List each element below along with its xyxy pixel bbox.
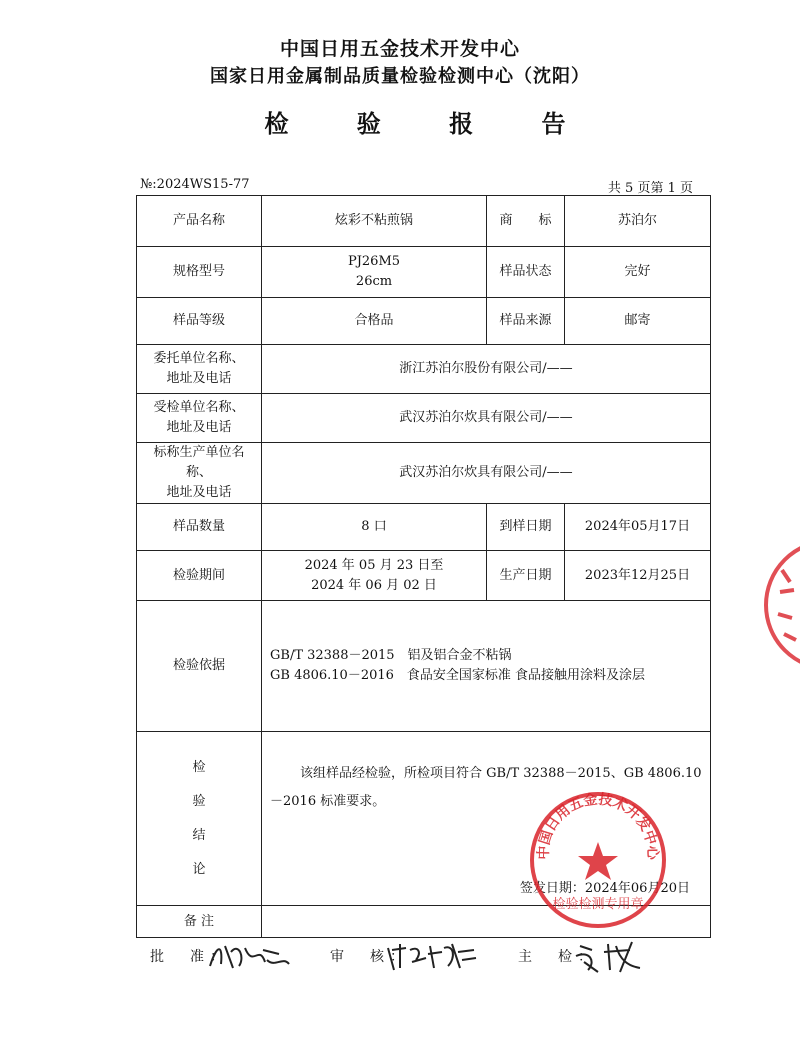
conclusion-label-char-4: 论 bbox=[192, 861, 206, 877]
manufacturer-value: 武汉苏泊尔炊具有限公司/—— bbox=[262, 443, 711, 504]
brand-value: 苏泊尔 bbox=[565, 196, 711, 247]
signature-row bbox=[150, 938, 710, 978]
production-label: 生产日期 bbox=[487, 551, 565, 601]
table-row-period bbox=[137, 551, 711, 601]
client-label-line-1: 委托单位名称、 bbox=[153, 351, 245, 366]
grade-value: 合格品 bbox=[262, 298, 487, 345]
model-line-1: PJ26M5 bbox=[347, 254, 401, 269]
org-name-secondary: 国家日用金属制品质量检验检测中心（沈阳） bbox=[210, 66, 590, 87]
model-value bbox=[262, 247, 487, 298]
brand-label: 商 标 bbox=[487, 196, 565, 247]
arrival-label: 到样日期 bbox=[487, 504, 565, 551]
production-value: 2023年12月25日 bbox=[565, 551, 711, 601]
table-row-grade bbox=[137, 298, 711, 345]
basis-value bbox=[262, 601, 711, 732]
quantity-label: 样品数量 bbox=[137, 504, 262, 551]
review-signature bbox=[382, 938, 482, 974]
conclusion-label-char-2: 验 bbox=[192, 793, 206, 809]
client-value: 浙江苏泊尔股份有限公司/—— bbox=[262, 345, 711, 394]
sample-state-label: 样品状态 bbox=[487, 247, 565, 298]
source-label: 样品来源 bbox=[487, 298, 565, 345]
conclusion-label-char-3: 结 bbox=[192, 827, 206, 843]
org-name-primary: 中国日用五金技术开发中心 bbox=[279, 38, 520, 60]
seal-bottom-text: 检验检测专用章 bbox=[552, 897, 644, 912]
basis-label: 检验依据 bbox=[137, 601, 262, 732]
client-label bbox=[137, 345, 262, 394]
product-name-value: 炫彩不粘煎锅 bbox=[262, 196, 487, 247]
inspect-signature bbox=[570, 936, 650, 976]
sample-state-value: 完好 bbox=[565, 247, 711, 298]
source-value: 邮寄 bbox=[565, 298, 711, 345]
client-label-line-2: 地址及电话 bbox=[166, 371, 232, 386]
period-line-2: 2024 年 06 月 02 日 bbox=[311, 577, 437, 593]
table-row-client bbox=[137, 345, 711, 394]
inspected-value: 武汉苏泊尔炊具有限公司/—— bbox=[262, 394, 711, 443]
conclusion-label-char-1: 检 bbox=[192, 759, 206, 775]
model-line-2: 26cm bbox=[355, 274, 393, 289]
inspected-label bbox=[137, 394, 262, 443]
report-title: 检 验 报 告 bbox=[264, 109, 596, 138]
approve-label: 批 准： bbox=[150, 949, 230, 965]
table-row-inspected bbox=[137, 394, 711, 443]
period-label: 检验期间 bbox=[137, 551, 262, 601]
page-info: 共 5 页第 1 页 bbox=[607, 181, 693, 196]
partial-seal bbox=[760, 530, 800, 680]
remarks-label: 备 注 bbox=[137, 906, 262, 938]
seal-text: 中国日用五金技术开发中心 bbox=[535, 791, 661, 860]
table-row-quantity bbox=[137, 504, 711, 551]
basis-line-2: GB 4806.10－2016 食品安全国家标准 食品接触用涂料及涂层 bbox=[270, 668, 646, 683]
manufacturer-label-line-2: 地址及电话 bbox=[166, 485, 232, 500]
table-row-model bbox=[137, 247, 711, 298]
conclusion-label bbox=[137, 732, 262, 906]
period-value bbox=[262, 551, 487, 601]
table-row-product bbox=[137, 196, 711, 247]
report-number: №:2024WS15-77 bbox=[140, 177, 250, 192]
model-label: 规格型号 bbox=[137, 247, 262, 298]
manufacturer-label bbox=[137, 443, 262, 504]
inspect-label: 主 检： bbox=[518, 949, 598, 965]
official-seal bbox=[528, 790, 668, 930]
conclusion-text: 该组样品经检验，所检项目符合 GB/T 32388－2015、GB 4806.10－2016 标准要求。 bbox=[270, 766, 702, 809]
review-label: 审 核： bbox=[330, 949, 410, 965]
approve-signature bbox=[205, 938, 295, 974]
period-line-1: 2024 年 05 月 23 日至 bbox=[304, 557, 444, 573]
table-row-basis bbox=[137, 601, 711, 732]
manufacturer-label-line-1: 标称生产单位名称、 bbox=[153, 445, 245, 480]
grade-label: 样品等级 bbox=[137, 298, 262, 345]
quantity-value: 8 口 bbox=[262, 504, 487, 551]
arrival-value: 2024年05月17日 bbox=[565, 504, 711, 551]
table-row-manufacturer bbox=[137, 443, 711, 504]
inspected-label-line-2: 地址及电话 bbox=[166, 420, 232, 435]
product-name-label: 产品名称 bbox=[137, 196, 262, 247]
basis-line-1: GB/T 32388－2015 铝及铝合金不粘锅 bbox=[270, 648, 512, 663]
inspected-label-line-1: 受检单位名称、 bbox=[153, 400, 245, 415]
issue-date: 签发日期：2024年06月20日 bbox=[519, 881, 690, 896]
